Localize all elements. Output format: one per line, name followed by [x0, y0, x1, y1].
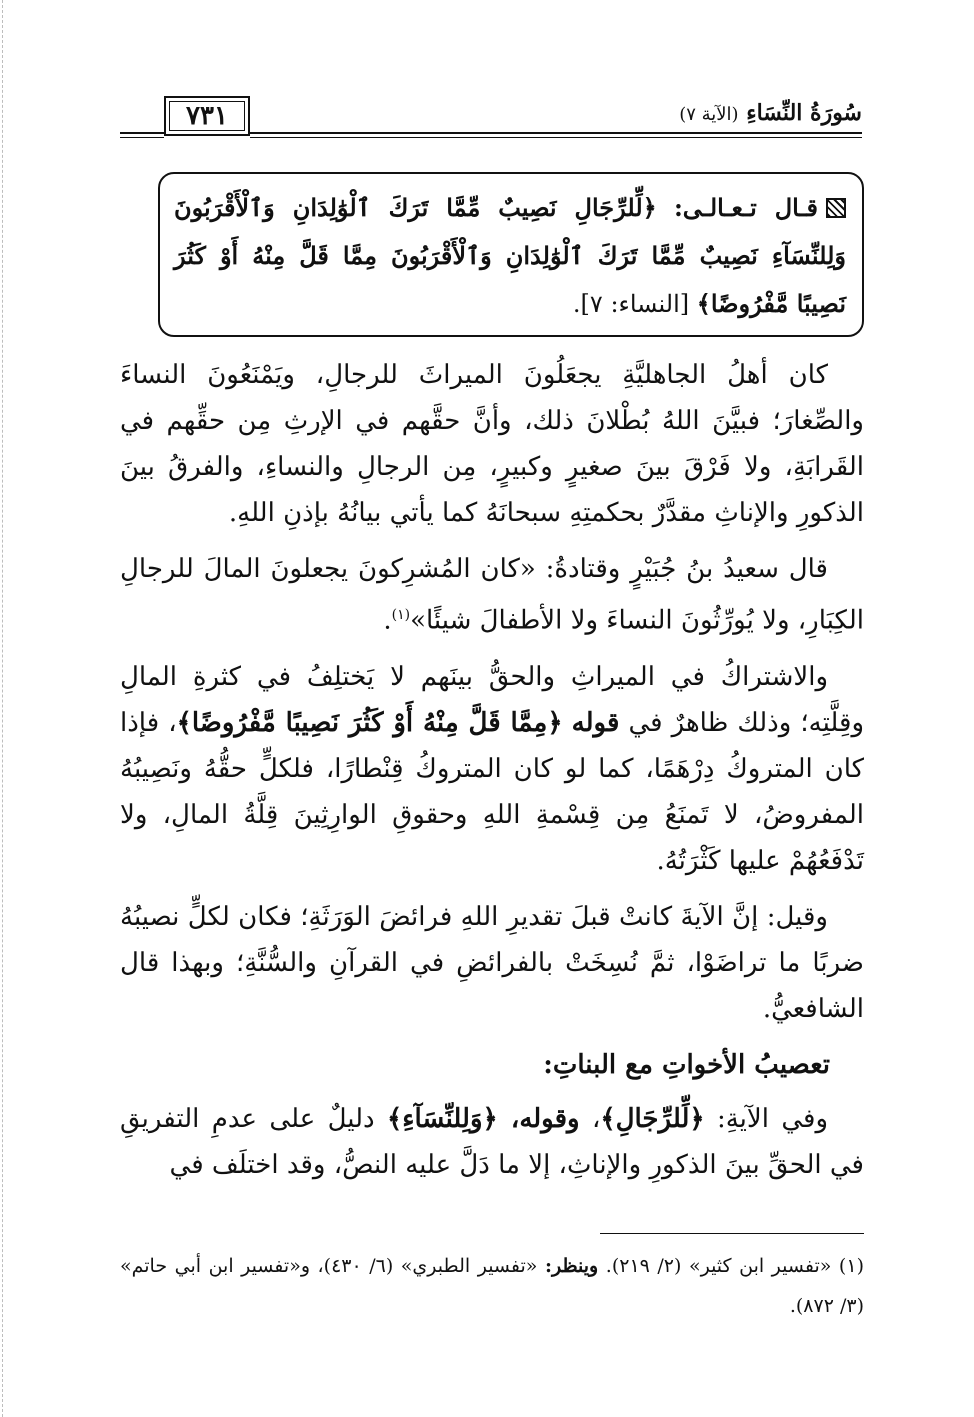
quran-quote-men: ﴿لِّلرِّجَالِ﴾	[600, 1103, 705, 1134]
paragraph-2	[120, 546, 864, 644]
verse-text: ﴿لِّلرِّجَالِ نَصِيبٌ مِّمَّا تَرَكَ ٱلْوَٰلِدَانِ وَٱلْأَقْرَبُونَ وَلِلنِّسَآءِ نَصِيبٌ مِّمَّا تَرَكَ ٱلْوَٰلِدَانِ وَٱلْأَقْرَبُونَ مِمَّا قَلَّ مِنْهُ أَوْ كَثُرَ نَصِيبًا مَّفْرُوضًا﴾	[174, 193, 846, 318]
paragraph-4: وقيل: إنَّ الآيةَ كانتْ قبلَ تقديرِ اللهِ فرائضَ الوَرَثَةِ؛ فكان لكلٍّ نصيبُهُ ضربًا ما تراضَوْا، ثمَّ نُسِخَتْ بالفرائضِ في القرآنِ والسُّنَّةِ؛ وبهذا قال الشافعيُّ.	[120, 901, 864, 1024]
section-heading: تعصيبُ الأخواتِ مع البناتِ:	[543, 1049, 830, 1080]
paragraph-5-end: دليلٌ على عدمِ التفريقِ في الحقِّ بينَ الذكورِ والإناثِ، إلا ما دَلَّ عليه النصُّ، وقد اختلَف في	[120, 1103, 864, 1180]
quran-quote-women: ﴿وَلِلنِّسَآءِ﴾	[387, 1103, 498, 1134]
footnote-text-2: «تفسير الطبري» (٦/ ٤٣٠)، و«تفسير ابن أبي حاتم» (٣/ ٨٧٢).	[120, 1255, 864, 1317]
footnote-text-1: «تفسير ابن كثير» (٢/ ٢١٩).	[605, 1255, 832, 1277]
paragraph-3-end: ، فإذا كان المتروكُ دِرْهَمًا، كما لو كان المتروكُ قِنْطارًا، فلكلٍّ حقُّهُ ونَصِيبُهُ المفروضُ، لا تَمنَعُ مِن قِسْمةِ اللهِ وحقوقِ الوارِثِينَ قِلَّةُ المالِ، ولا تَدْفَعُهُمْ عليها كَثْرَتُهُ.	[120, 707, 864, 876]
quran-quote: ﴿مِمَّا قَلَّ مِنْهُ أَوْ كَثُرَ نَصِيبًا مَّفْرُوضًا﴾	[176, 707, 563, 738]
verse-citation: [النساء: ٧].	[572, 290, 690, 318]
header-rule	[250, 132, 862, 134]
verse-box	[158, 172, 864, 337]
header-rule-left	[120, 132, 164, 134]
paragraph-5-start: وفي الآيةِ:	[716, 1103, 828, 1134]
running-title	[679, 100, 862, 126]
header-rule-left-thin	[120, 137, 164, 138]
page-edge-margin	[2, 0, 3, 1417]
main-text	[120, 352, 864, 1198]
qawlih-label-2: وقوله	[519, 1103, 580, 1134]
paragraph-5: وفي الآيةِ: ﴿لِّلرِّجَالِ﴾، وقوله، ﴿وَلِلنِّسَآءِ﴾ دليلٌ على عدمِ التفريقِ في الحقِّ بينَ الذكورِ والإناثِ، إلا ما دَلَّ عليه النصُّ، وقد اختلَف في	[120, 1103, 864, 1180]
page-header	[120, 96, 862, 146]
footnote-marker: (١)	[391, 607, 411, 623]
page-number-box	[164, 96, 250, 136]
footnote-see-label: وينظر:	[544, 1255, 599, 1277]
header-rule-thin	[250, 137, 862, 138]
paragraph-3-start: والاشتراكُ في الميراثِ والحقُّ بينَهم لا يَختلِفُ في كثرةِ المالِ وقِلَّتِه؛ وذلك ظاهرٌ في	[120, 661, 865, 738]
surah-name: سُورَةُ النِّسَاءِ	[746, 100, 862, 126]
ayah-reference: (الآية ٧)	[679, 104, 739, 125]
comma: ،	[591, 1103, 601, 1134]
verse-intro: قـال تـعـالـى:	[673, 193, 818, 222]
footnote-separator	[600, 1233, 864, 1234]
paragraph-3	[120, 654, 864, 884]
paragraph-1: كان أهلُ الجاهليَّةِ يجعَلُونَ الميراثَ للرجالِ، ويَمْنَعُونَ النساءَ والصِّغارَ؛ فبيَّنَ اللهُ بُطْلانَ ذلك، وأنَّ حقَّهم في الإرثِ مِن حقِّهم في القَرابَةِ، ولا فَرْقَ بينَ صغيرٍ وكبيرٍ، مِن الرجالِ والنساءِ، والفرقُ بينَ الذكورِ والإناثِ مقدَّرٌ بحكمتِهِ سبحانَهُ كما يأتي بيانُهُ بإذنِ اللهِ.	[120, 360, 864, 528]
ornament-square-icon	[826, 198, 846, 218]
paragraph-2-end: .	[383, 605, 392, 636]
qawlih-label: قوله	[571, 707, 620, 738]
footnote	[120, 1246, 864, 1326]
footnote-number: (١)	[838, 1255, 864, 1277]
page-number: ٧٣١	[186, 101, 228, 131]
paragraph-2-text: قال سعيدُ بنُ جُبَيْرٍ وقتادةُ: «كان المُشرِكونَ يجعلونَ المالَ للرجالِ الكِبَارِ، ولا يُورِّثُونَ النساءَ ولا الأطفالَ شيئًا»	[120, 554, 864, 636]
